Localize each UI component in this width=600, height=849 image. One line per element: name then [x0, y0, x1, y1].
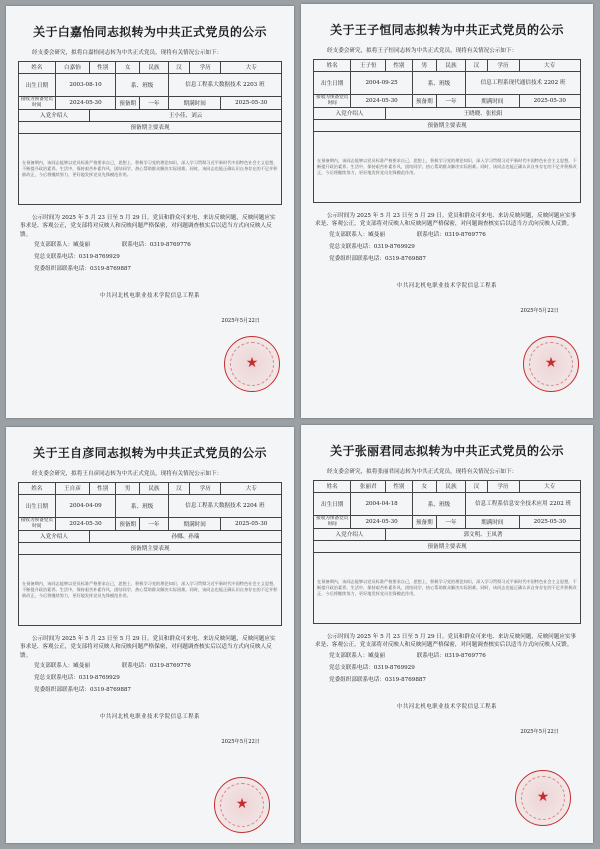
- label-due-date: 期满时间: [466, 515, 519, 528]
- phone-label: 联系电话：: [416, 231, 445, 238]
- org-phone: 0319-8769887: [89, 266, 131, 272]
- notice-title: 关于王自彦同志拟转为中共正式党员的公示: [33, 446, 267, 460]
- seal-star-icon: ★: [544, 355, 558, 372]
- notice-intro: 经支委会研究，拟将王自彦同志转为中共正式党员，现将有关情况公示如下：: [32, 471, 223, 477]
- label-birth: 出生日期: [19, 73, 56, 96]
- performance-body: 在预备期内，该同志能够以党员标准严格要求自己，思想上、积极学习党的理论知识，深入学习贯彻习近平新时代中国特色社会主义思想，不断提升政治素养。生活中，保持艰苦朴素作风，团结同学，热心帮助群众解决实际困难。同时，该同志也能正确认识自身存在的不足并积极改正，今后将继续努力，更好地发挥党员先锋模范作用。: [314, 131, 581, 202]
- publicity-text: 公示时间为 2025 年 5 月 23 日至 5 月 29 日。党员和群众可来电、来访反映问题，反映问题应实事求是、客观公正，党支部将对反映人和反映问题严格保密，对问题调查核实后以适当方式向反映人反馈。: [20, 635, 276, 659]
- label-accept-date: 接收为预备党员时间: [19, 96, 56, 109]
- branch-contact-name: 臧曼丽: [73, 663, 90, 669]
- contact-line-2: [34, 251, 280, 263]
- value-accept-date: 2024-05-30: [351, 515, 412, 528]
- label-birth: 出生日期: [19, 494, 56, 517]
- org-phone-label: 党委组织部联系电话：: [34, 687, 90, 693]
- organization-name: 中共河北机电职业技术学院信息工程系: [99, 293, 201, 299]
- notice-title: 关于白嘉怡同志拟转为中共正式党员的公示: [33, 25, 267, 39]
- label-performance: 预备期主要表现: [314, 119, 581, 131]
- label-prob-period: 预备期: [116, 517, 140, 530]
- phone-main: 0319-8769776: [444, 231, 486, 238]
- label-accept-date: 接收为预备党员时间: [314, 94, 351, 107]
- label-due-date: 期满时间: [168, 517, 221, 530]
- contact-line-2: [34, 672, 280, 684]
- value-due-date: 2025-05-30: [221, 96, 282, 109]
- label-performance: 预备期主要表现: [19, 542, 282, 554]
- org-phone: 0319-8769887: [384, 676, 426, 683]
- value-position: 系、班级: [116, 73, 169, 96]
- branch-contact-name: 臧曼丽: [73, 242, 90, 248]
- value-gender: 女: [116, 61, 140, 73]
- issue-date: 2025年5月22日: [520, 307, 559, 314]
- seal-star-icon: ★: [245, 355, 259, 372]
- value-education: 大专: [221, 61, 282, 73]
- label-name: 姓名: [19, 61, 56, 73]
- contact-line-1: [34, 660, 280, 672]
- phone-label: 联系电话：: [121, 242, 150, 248]
- issue-date: 2025年5月22日: [520, 728, 559, 735]
- label-gender: 性别: [386, 59, 413, 71]
- value-gender: 男: [116, 482, 140, 494]
- notice-intro: 经支委会研究，拟将白嘉怡同志转为中共正式党员，现将有关情况公示如下：: [32, 50, 223, 56]
- value-gender: 男: [412, 59, 436, 71]
- value-name: 张丽君: [351, 480, 386, 492]
- official-seal: [214, 777, 270, 833]
- label-sponsors: 入党介绍人: [314, 528, 386, 540]
- value-accept-date: 2024-05-30: [351, 94, 412, 107]
- info-table: [18, 482, 282, 626]
- value-ethnicity: 汉: [168, 482, 189, 494]
- label-education: 学历: [189, 61, 221, 73]
- value-position: 系、班级: [412, 492, 465, 515]
- value-name: 王子恒: [351, 59, 386, 71]
- label-prob-period: 预备期: [412, 94, 436, 107]
- value-ethnicity: 汉: [466, 59, 487, 71]
- label-prob-period: 预备期: [116, 96, 140, 109]
- branch-phone: 0319-8769929: [78, 675, 120, 681]
- label-ethnicity: 民族: [139, 61, 168, 73]
- performance-body: 在预备期内，该同志能够以党员标准严格要求自己，思想上、积极学习党的理论知识，深入学习贯彻习近平新时代中国特色社会主义思想，不断提升政治素养。生活中，保持艰苦朴素作风，团结同学，热心帮助群众解决实际困难。同时，该同志也能正确认识自身存在的不足并积极改正，今后将继续努力，更好地发挥党员先锋模范作用。: [19, 133, 282, 204]
- value-education: 大专: [519, 480, 580, 492]
- organization-name: 中共河北机电职业技术学院信息工程系: [396, 703, 498, 710]
- value-accept-date: 2024-05-30: [55, 517, 115, 530]
- value-due-date: 2025-05-30: [519, 94, 580, 107]
- value-prob-period: 一年: [436, 94, 465, 107]
- label-ethnicity: 民族: [139, 482, 168, 494]
- value-major: 信息工程系大数据技术 2203 班: [168, 73, 281, 96]
- value-birth: 2004-04-09: [55, 494, 115, 517]
- contact-line-2: [329, 662, 579, 674]
- value-birth: 2004-09-25: [351, 71, 412, 94]
- label-sponsors: 入党介绍人: [19, 530, 90, 542]
- value-gender: 女: [412, 480, 436, 492]
- contact-line-3: [329, 253, 579, 265]
- label-due-date: 期满时间: [168, 96, 221, 109]
- branch-contact-label: 党支部联系人：: [329, 231, 369, 238]
- label-education: 学历: [487, 59, 519, 71]
- value-due-date: 2025-05-30: [519, 515, 580, 528]
- value-prob-period: 一年: [139, 96, 168, 109]
- organization-name: 中共河北机电职业技术学院信息工程系: [396, 282, 498, 289]
- branch-phone: 0319-8769929: [78, 254, 120, 260]
- label-ethnicity: 民族: [436, 480, 465, 492]
- org-phone-label: 党委组织部联系电话：: [329, 676, 385, 683]
- official-seal: [224, 336, 280, 392]
- publicity-text: 公示时间为 2025 年 5 月 23 日至 5 月 29 日。党员和群众可来电、来访反映问题，反映问题应实事求是、客观公正，党支部将对反映人和反映问题严格保密，对问题调查核实后以适当方式向反映人反馈。: [20, 214, 276, 238]
- notice-title: 关于王子恒同志拟转为中共正式党员的公示: [330, 23, 564, 37]
- publicity-text: 公示时间为 2025 年 5 月 23 日至 5 月 29 日。党员和群众可来电、来访反映问题，反映问题应实事求是、客观公正，党支部将对反映人和反映问题严格保密，对问题调查核实后以适当方式向反映人反馈。: [315, 633, 577, 648]
- value-education: 大专: [519, 59, 580, 71]
- organization-name: 中共河北机电职业技术学院信息工程系: [99, 714, 201, 720]
- value-accept-date: 2024-05-30: [55, 96, 115, 109]
- value-ethnicity: 汉: [466, 480, 487, 492]
- branch-contact-name: 臧曼丽: [368, 652, 385, 659]
- notice-sheet: [6, 6, 294, 418]
- label-name: 姓名: [19, 482, 56, 494]
- notice-sheet: [301, 4, 593, 418]
- phone-main: 0319-8769776: [149, 663, 191, 669]
- branch-phone-label: 党总支联系电话：: [34, 675, 79, 681]
- contact-line-1: [329, 229, 579, 241]
- label-sponsors: 入党介绍人: [314, 107, 386, 119]
- contact-line-1: [329, 650, 579, 662]
- notice-intro: 经支委会研究，拟将张丽君同志转为中共正式党员，现将有关情况公示如下：: [327, 469, 518, 475]
- value-sponsors: 王晓晓、张松阳: [386, 107, 581, 119]
- contact-line-3: [34, 263, 280, 275]
- label-due-date: 期满时间: [466, 94, 519, 107]
- contact-line-3: [34, 684, 280, 696]
- value-position: 系、班级: [116, 494, 169, 517]
- performance-body: 在预备期内，该同志能够以党员标准严格要求自己，思想上、积极学习党的理论知识，深入学习贯彻习近平新时代中国特色社会主义思想，不断提升政治素养。生活中，保持艰苦朴素作风，团结同学，热心帮助群众解决实际困难。同时，该同志也能正确认识自身存在的不足并积极改正，今后将继续努力，更好地发挥党员先锋模范作用。: [314, 552, 581, 623]
- value-education: 大专: [221, 482, 282, 494]
- value-sponsors: 孙娜、孙瑞: [90, 530, 282, 542]
- branch-phone-label: 党总支联系电话：: [34, 254, 79, 260]
- value-sponsors: 郭文明、王凤著: [386, 528, 581, 540]
- notice-sheet: [6, 427, 294, 843]
- value-prob-period: 一年: [436, 515, 465, 528]
- info-table: [313, 59, 581, 203]
- value-birth: 2004-04-18: [351, 492, 412, 515]
- value-major: 信息工程系信息安全技术应用 2202 班: [466, 492, 581, 515]
- seal-star-icon: ★: [536, 789, 550, 806]
- value-major: 信息工程系现代通信技术 2202 班: [466, 71, 581, 94]
- value-prob-period: 一年: [139, 517, 168, 530]
- label-gender: 性别: [90, 61, 116, 73]
- branch-contact-label: 党支部联系人：: [329, 652, 369, 659]
- label-gender: 性别: [90, 482, 116, 494]
- branch-contact-label: 党支部联系人：: [34, 663, 74, 669]
- org-phone-label: 党委组织部联系电话：: [34, 266, 90, 272]
- branch-contact-name: 臧曼丽: [368, 231, 385, 238]
- value-sponsors: 王小佳、刘云: [90, 109, 282, 121]
- value-name: 白嘉怡: [55, 61, 89, 73]
- branch-phone: 0319-8769929: [373, 243, 415, 250]
- label-performance: 预备期主要表现: [314, 540, 581, 552]
- label-ethnicity: 民族: [436, 59, 465, 71]
- info-table: [18, 61, 282, 205]
- value-position: 系、班级: [412, 71, 465, 94]
- label-performance: 预备期主要表现: [19, 121, 282, 133]
- performance-body: 在预备期内，该同志能够以党员标准严格要求自己，思想上、积极学习党的理论知识，深入学习贯彻习近平新时代中国特色社会主义思想，不断提升政治素养。生活中，保持艰苦朴素作风，团结同学，热心帮助群众解决实际困难。同时，该同志也能正确认识自身存在的不足并积极改正，今后将继续努力，更好地发挥党员先锋模范作用。: [19, 554, 282, 625]
- phone-main: 0319-8769776: [149, 242, 191, 248]
- label-accept-date: 接收为预备党员时间: [19, 517, 56, 530]
- seal-star-icon: ★: [235, 796, 249, 813]
- label-sponsors: 入党介绍人: [19, 109, 90, 121]
- phone-label: 联系电话：: [416, 652, 445, 659]
- label-prob-period: 预备期: [412, 515, 436, 528]
- branch-phone-label: 党总支联系电话：: [329, 243, 374, 250]
- value-name: 王自彦: [55, 482, 89, 494]
- branch-phone: 0319-8769929: [373, 664, 415, 671]
- contact-line-3: [329, 674, 579, 686]
- label-birth: 出生日期: [314, 71, 351, 94]
- official-seal: [523, 336, 579, 392]
- branch-phone-label: 党总支联系电话：: [329, 664, 374, 671]
- label-accept-date: 接收为预备党员时间: [314, 515, 351, 528]
- label-education: 学历: [487, 480, 519, 492]
- value-due-date: 2025-05-30: [221, 517, 282, 530]
- notice-intro: 经支委会研究，拟将王子恒同志转为中共正式党员，现将有关情况公示如下：: [327, 48, 518, 54]
- issue-date: 2025年5月22日: [221, 318, 260, 324]
- official-seal: [515, 770, 571, 826]
- branch-contact-label: 党支部联系人：: [34, 242, 74, 248]
- org-phone: 0319-8769887: [89, 687, 131, 693]
- info-table: [313, 480, 581, 624]
- issue-date: 2025年5月22日: [221, 739, 260, 745]
- value-birth: 2003-08-10: [55, 73, 115, 96]
- label-name: 姓名: [314, 480, 351, 492]
- value-major: 信息工程系大数据技术 2204 班: [168, 494, 281, 517]
- label-name: 姓名: [314, 59, 351, 71]
- label-education: 学历: [189, 482, 221, 494]
- notice-title: 关于张丽君同志拟转为中共正式党员的公示: [330, 444, 564, 458]
- label-gender: 性别: [386, 480, 413, 492]
- publicity-text: 公示时间为 2025 年 5 月 23 日至 5 月 29 日。党员和群众可来电、来访反映问题，反映问题应实事求是、客观公正，党支部将对反映人和反映问题严格保密，对问题调查核实后以适当方式向反映人反馈。: [315, 212, 577, 227]
- org-phone-label: 党委组织部联系电话：: [329, 255, 385, 262]
- contact-line-1: [34, 239, 280, 251]
- notice-sheet: [301, 425, 593, 843]
- org-phone: 0319-8769887: [384, 255, 426, 262]
- value-ethnicity: 汉: [168, 61, 189, 73]
- phone-label: 联系电话：: [121, 663, 150, 669]
- contact-line-2: [329, 241, 579, 253]
- phone-main: 0319-8769776: [444, 652, 486, 659]
- label-birth: 出生日期: [314, 492, 351, 515]
